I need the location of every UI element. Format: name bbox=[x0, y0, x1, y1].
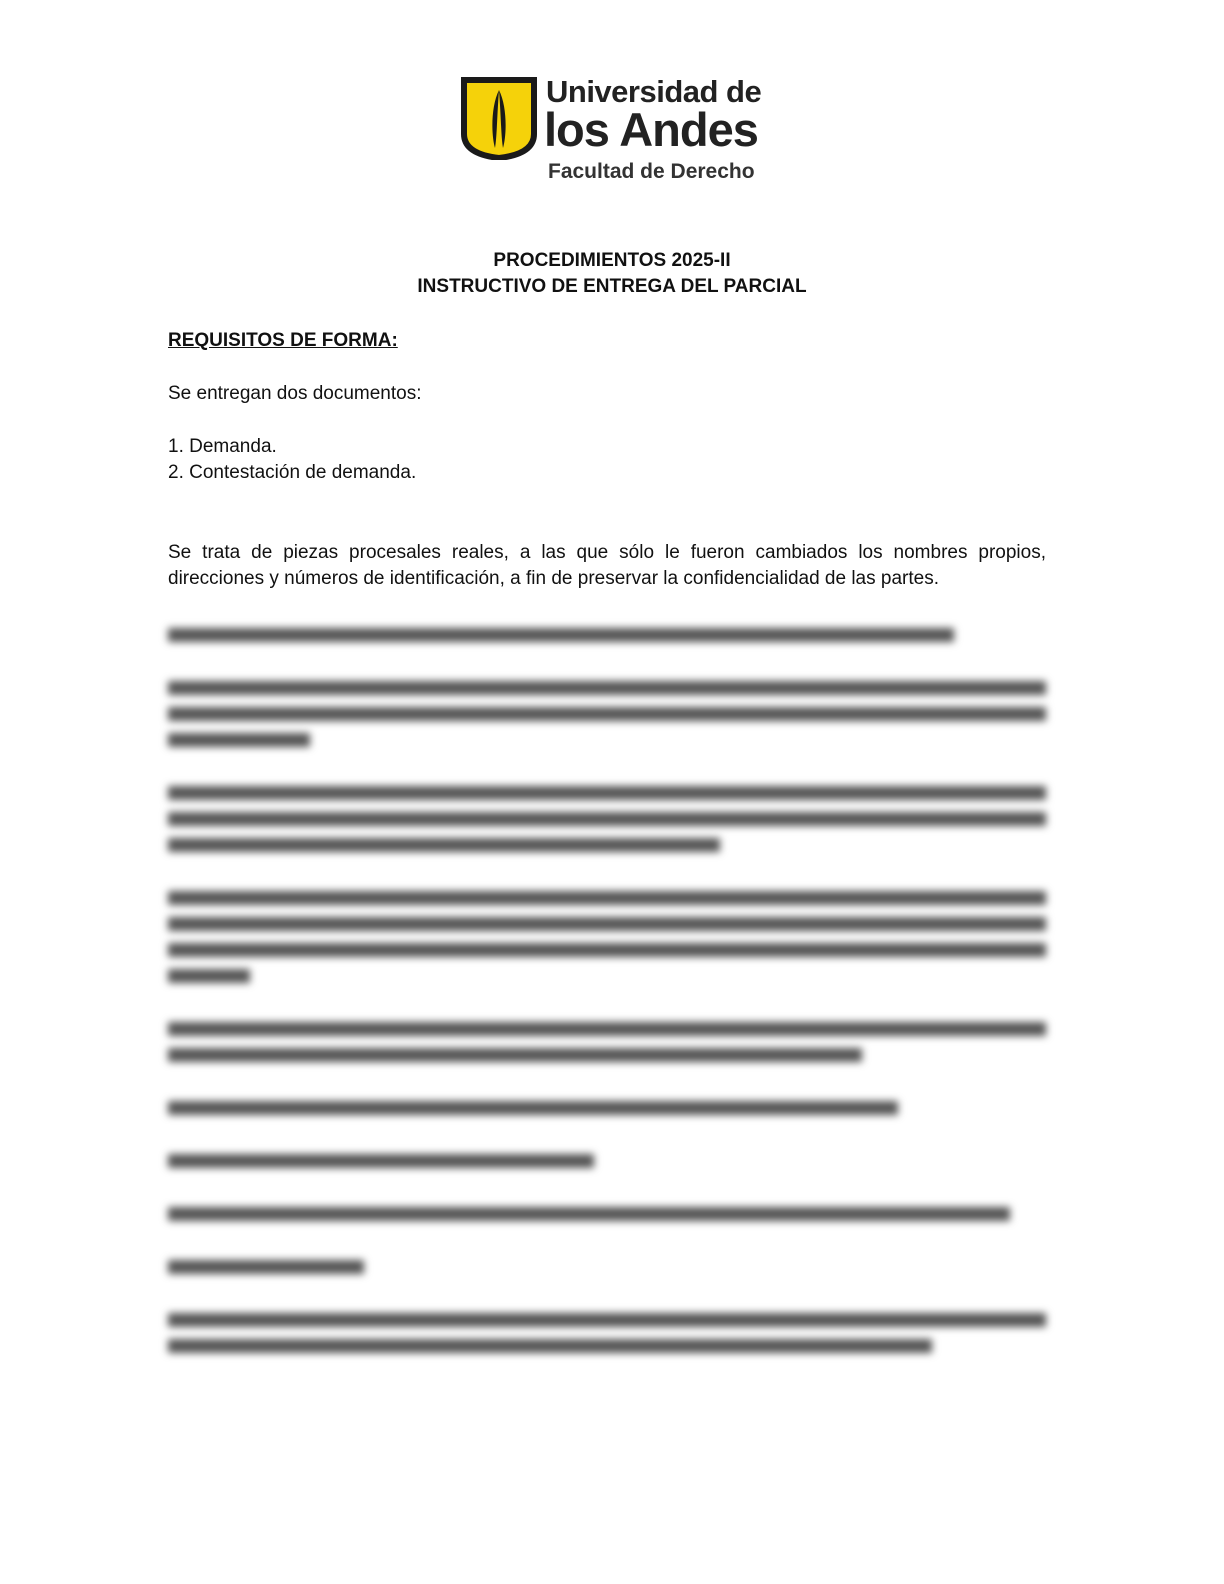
university-logo bbox=[460, 74, 760, 186]
blurred-text-lines bbox=[0, 620, 1224, 1420]
shield-logo-icon bbox=[460, 76, 538, 160]
description-paragraph: Se trata de piezas procesales reales, a las que sólo le fueron cambiados los nombres propios, direcciones y números de identificación, a fin de preservar la confidencialidad de las partes. bbox=[168, 542, 1046, 589]
document-title: PROCEDIMIENTOS 2025-II bbox=[493, 250, 731, 271]
intro-text: Se entregan dos documentos: bbox=[168, 383, 422, 404]
document-list-item: 1. Demanda. bbox=[168, 436, 277, 457]
logo-faculty-text: Facultad de Derecho bbox=[548, 160, 755, 183]
document-subtitle: INSTRUCTIVO DE ENTREGA DEL PARCIAL bbox=[417, 276, 807, 297]
logo-university-text: Universidad de bbox=[546, 74, 762, 109]
logo-name-text: los Andes bbox=[544, 103, 758, 156]
section-heading: REQUISITOS DE FORMA: bbox=[168, 330, 398, 351]
document-list-item: 2. Contestación de demanda. bbox=[168, 462, 417, 483]
